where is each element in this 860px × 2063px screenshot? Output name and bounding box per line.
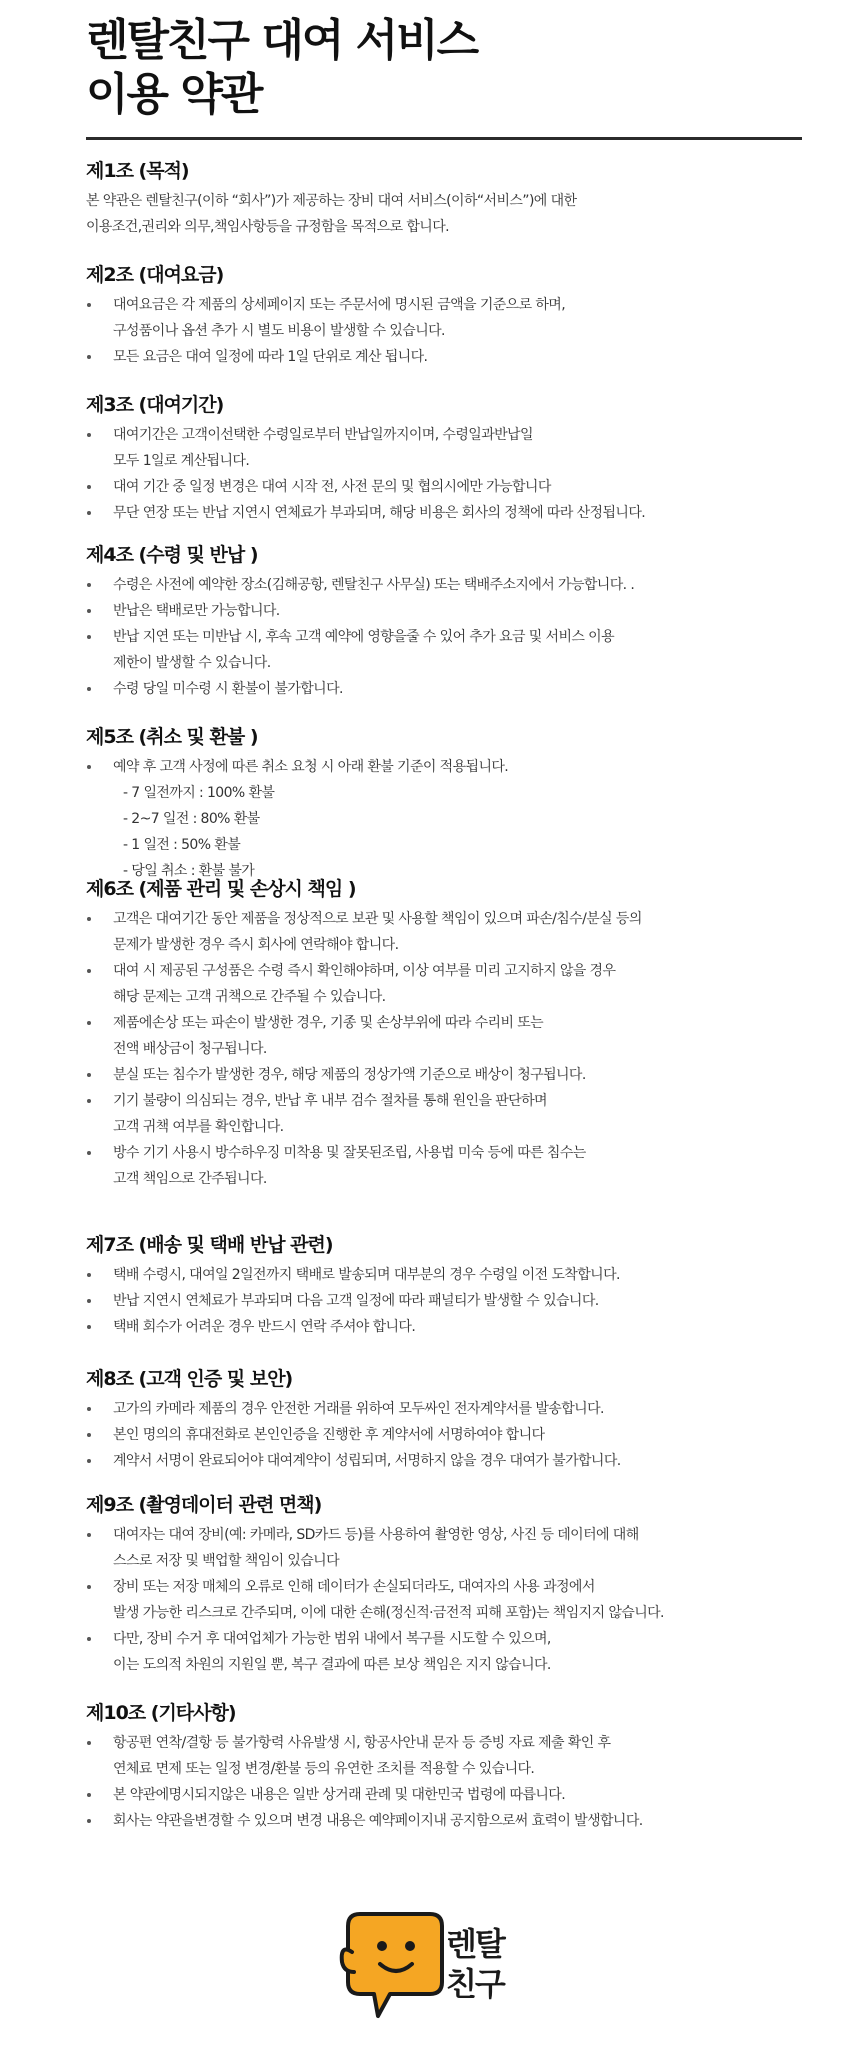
article-paragraph: 본 약관은 렌탈친구(이하 “회사”)가 제공하는 장비 대여 서비스(이하“서비스”)에 대한 이용조건,권리와 의무,책임사항등을 규정함을 목적으로 합니다. [86,193,577,235]
article-list [86,1262,826,1340]
article-heading: 제1조 (목적) [86,160,189,182]
article-1 [86,156,826,240]
list-item: 모든 요금은 대여 일정에 따라 1일 단위로 계산 됩니다. [86,344,826,370]
list-item: 본인 명의의 휴대전화로 본인인증을 진행한 후 계약서에 서명하여야 합니다 [86,1422,826,1448]
refund-rule: - 당일 취소 : 환불 불가 [123,863,255,879]
article-7 [86,1230,826,1340]
article-list [86,292,826,370]
article-4 [86,540,826,702]
list-item: 회사는 약관을변경할 수 있으며 변경 내용은 예약페이지내 공지함으로써 효력이 발생합니다. [86,1808,826,1834]
list-item: 대여기간은 고객이선택한 수령일로부터 반납일까지이며, 수령일과반납일 모두 1일로 계산됩니다. [86,422,826,474]
wordmark-line: 렌탈 [446,1925,504,1963]
list-item: 고객은 대여기간 동안 제품을 정상적으로 보관 및 사용할 책임이 있으며 파손/침수/분실 등의 문제가 발생한 경우 즉시 회사에 연락해야 합니다. [86,906,826,958]
list-item: 분실 또는 침수가 발생한 경우, 해당 제품의 정상가액 기준으로 배상이 청구됩니다. [86,1062,826,1088]
article-9 [86,1490,826,1678]
brand-wordmark [446,1924,504,2004]
article-heading: 제10조 (기타사항) [86,1702,236,1724]
list-item: 방수 기기 사용시 방수하우징 미착용 및 잘못된조립, 사용법 미숙 등에 따른 침수는 고객 책임으로 간주됩니다. [86,1140,826,1192]
article-list [86,1522,826,1678]
article-list [86,1396,826,1474]
wordmark-line: 친구 [446,1965,504,2003]
article-list [86,422,826,526]
smiling-speech-bubble-icon [342,1914,442,2016]
article-heading: 제4조 (수령 및 반납 ) [86,544,258,566]
article-6 [86,874,826,1192]
list-item: 항공편 연착/결항 등 불가항력 사유발생 시, 항공사안내 문자 등 증빙 자료 제출 확인 후 연체료 면제 또는 일정 변경/환불 등의 유연한 조치를 적용할 수 있습니다. [86,1730,826,1782]
list-item: 수령 당일 미수령 시 환불이 불가합니다. [86,676,826,702]
article-heading: 제6조 (제품 관리 및 손상시 책임 ) [86,878,356,900]
list-item: 대여 시 제공된 구성품은 수령 즉시 확인해야하며, 이상 여부를 미리 고지하지 않을 경우 해당 문제는 고객 귀책으로 간주될 수 있습니다. [86,958,826,1010]
article-list [86,906,826,1192]
list-item: 제품에손상 또는 파손이 발생한 경우, 기종 및 손상부위에 따라 수리비 또는 전액 배상금이 청구됩니다. [86,1010,826,1062]
title-divider [86,137,802,140]
list-item: 무단 연장 또는 반납 지연시 연체료가 부과되며, 해당 비용은 회사의 정책에 따라 산정됩니다. [86,500,826,526]
article-list [86,1730,826,1834]
article-3 [86,390,826,526]
list-item: 다만, 장비 수거 후 대여업체가 가능한 범위 내에서 복구를 시도할 수 있으며, 이는 도의적 차원의 지원일 뿐, 복구 결과에 따른 보상 책임은 지지 않습니다. [86,1626,826,1678]
list-item: 장비 또는 저장 매체의 오류로 인해 데이터가 손실되더라도, 대여자의 사용 과정에서 발생 가능한 리스크로 간주되며, 이에 대한 손해(정신적·금전적 피해 포함)는 책임지지 않습니다. [86,1574,826,1626]
article-2 [86,260,826,370]
list-item: 반납은 택배로만 가능합니다. [86,598,826,624]
list-item: 기기 불량이 의심되는 경우, 반납 후 내부 검수 절차를 통해 원인을 판단하며 고객 귀책 여부를 확인합니다. [86,1088,826,1140]
refund-rule: - 1 일전 : 50% 환불 [123,837,241,853]
refund-rule: - 7 일전까지 : 100% 환불 [123,785,275,801]
list-item: 대여 기간 중 일정 변경은 대여 시작 전, 사전 문의 및 협의시에만 가능합니다 [86,474,826,500]
list-item: 대여요금은 각 제품의 상세페이지 또는 주문서에 명시된 금액을 기준으로 하며, 구성품이나 옵션 추가 시 별도 비용이 발생할 수 있습니다. [86,292,826,344]
list-item: 대여자는 대여 장비(예: 카메라, SD카드 등)를 사용하여 촬영한 영상, 사진 등 데이터에 대해 스스로 저장 및 백업할 책임이 있습니다 [86,1522,826,1574]
refund-rule: - 2~7 일전 : 80% 환불 [123,811,260,827]
article-heading: 제2조 (대여요금) [86,264,224,286]
title-line: 렌탈친구 대여 서비스 [86,15,478,66]
list-item: 택배 수령시, 대여일 2일전까지 택배로 발송되며 대부분의 경우 수령일 이전 도착합니다. [86,1262,826,1288]
list-item: 예약 후 고객 사정에 따른 취소 요청 시 아래 환불 기준이 적용됩니다. - 7 일전까지 : 100% 환불 - 2~7 일전 : 80% 환불 - 1 일전 : 50% 환불 - 당일 취소 : 환불 불가 [86,754,826,884]
list-item: 수령은 사전에 예약한 장소(김해공항, 렌탈친구 사무실) 또는 택배주소지에서 가능합니다. . [86,572,826,598]
list-item: 반납 지연시 연체료가 부과되며 다음 고객 일정에 따라 패널티가 발생할 수 있습니다. [86,1288,826,1314]
article-5 [86,722,826,884]
article-10 [86,1698,826,1834]
article-8 [86,1364,826,1474]
title-line: 이용 약관 [86,69,262,120]
article-list [86,572,826,702]
list-item: 택배 회수가 어려운 경우 반드시 연락 주셔야 합니다. [86,1314,826,1340]
list-item: 반납 지연 또는 미반납 시, 후속 고객 예약에 영향을줄 수 있어 추가 요금 및 서비스 이용 제한이 발생할 수 있습니다. [86,624,826,676]
article-heading: 제8조 (고객 인증 및 보안) [86,1368,293,1390]
brand-logo [338,1912,548,2024]
list-item: 계약서 서명이 완료되어야 대여계약이 성립되며, 서명하지 않을 경우 대여가 불가합니다. [86,1448,826,1474]
list-item: 본 약관에명시되지않은 내용은 일반 상거래 관례 및 대한민국 법령에 따릅니다. [86,1782,826,1808]
article-heading: 제7조 (배송 및 택배 반납 관련) [86,1234,333,1256]
page-title [86,14,806,122]
article-heading: 제5조 (취소 및 환불 ) [86,726,258,748]
article-list [86,754,826,884]
list-item: 고가의 카메라 제품의 경우 안전한 거래를 위하여 모두싸인 전자계약서를 발송합니다. [86,1396,826,1422]
article-heading: 제3조 (대여기간) [86,394,224,416]
article-heading: 제9조 (촬영데이터 관련 면책) [86,1494,322,1516]
